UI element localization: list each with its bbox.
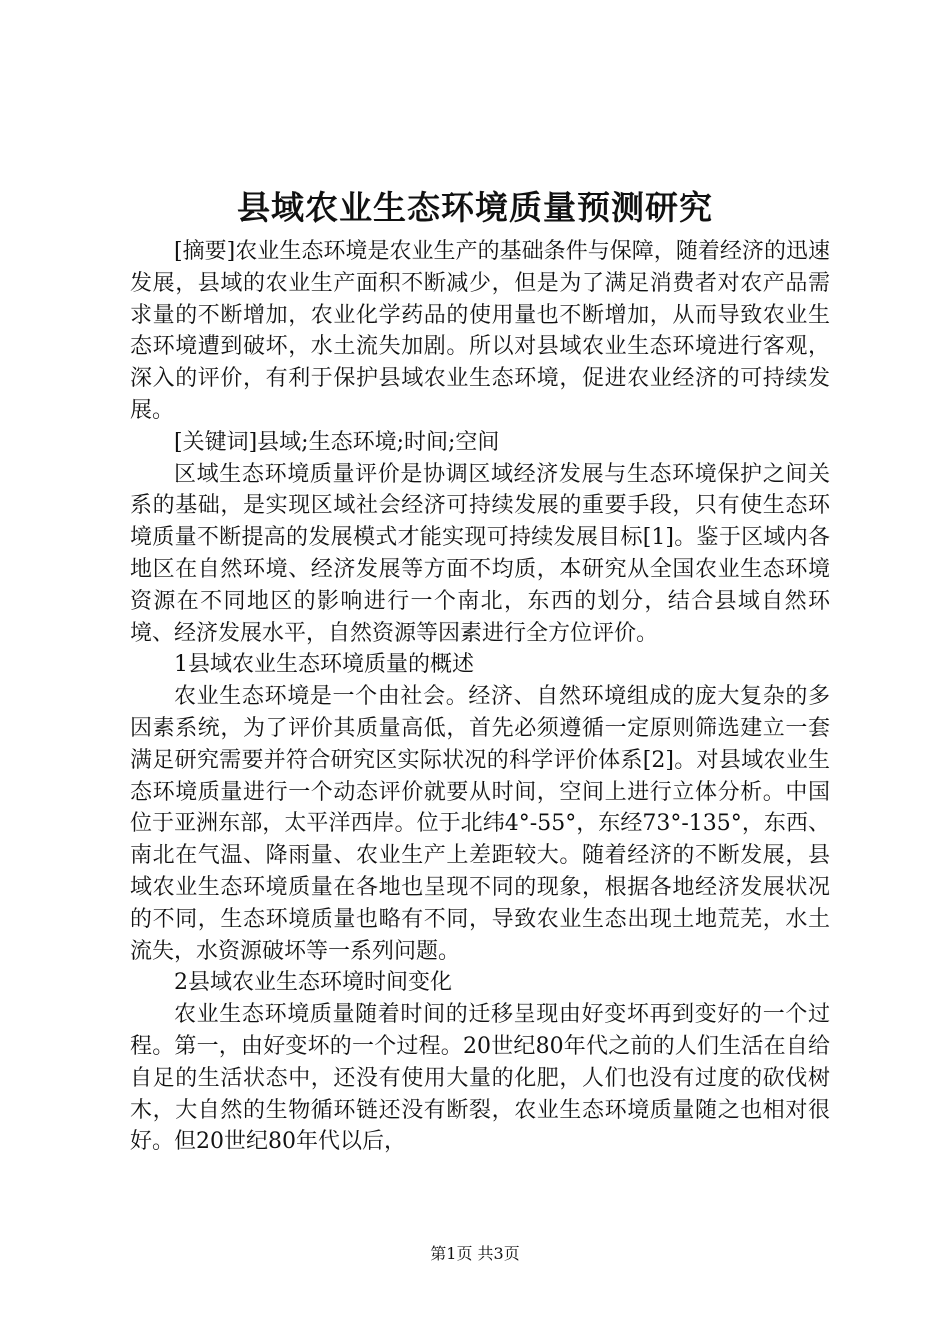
document-title: 县域农业生态环境质量预测研究: [237, 188, 713, 227]
section-2-paragraph: 农业生态环境质量随着时间的迁移呈现由好变坏再到变好的一个过程。第一，由好变坏的一个过程。20世纪80年代之前的人们生活在自给自足的生活状态中，还没有使用大量的化肥，人们也没有过度的砍伐树木，大自然的生物循环链还没有断裂，农业生态环境质量随之也相对很好。但20世纪80年代以后，: [130, 1002, 830, 1155]
section-1-heading: 1县域农业生态环境质量的概述: [174, 652, 474, 678]
page-footer: 第1页 共3页: [430, 1244, 520, 1263]
section-1-paragraph: 农业生态环境是一个由社会。经济、自然环境组成的庞大复杂的多因素系统，为了评价其质量高低，首先必须遵循一定原则筛选建立一套满足研究需要并符合研究区实际状况的科学评价体系[2]。对县域农业生态环境质量进行一个动态评价就要从时间，空间上进行立体分析。中国位于亚洲东部，太平洋西岸。位于北纬4°-55°，东经73°-135°，东西、南北在气温、降雨量、农业生产上差距较大。随着经济的不断发展，县域农业生态环境质量在各地也呈现不同的现象，根据各地经济发展状况的不同，生态环境质量也略有不同，导致农业生态出现土地荒芜，水土流失，水资源破坏等一系列问题。: [130, 684, 830, 964]
abstract-paragraph: [摘要]农业生态环境是农业生产的基础条件与保障，随着经济的迅速发展，县域的农业生产面积不断减少，但是为了满足消费者对农产品需求量的不断增加，农业化学药品的使用量也不断增加，从而导致农业生态环境遭到破坏，水土流失加剧。所以对县域农业生态环境进行客观，深入的评价，有利于保护县域农业生态环境，促进农业经济的可持续发展。: [130, 239, 830, 423]
keywords-paragraph: [关键词]县域;生态环境;时间;空间: [174, 429, 500, 455]
intro-paragraph: 区域生态环境质量评价是协调区域经济发展与生态环境保护之间关系的基础，是实现区域社会经济可持续发展的重要手段，只有使生态环境质量不断提高的发展模式才能实现可持续发展目标[1]。鉴于区域内各地区在自然环境、经济发展等方面不均质，本研究从全国农业生态环境资源在不同地区的影响进行一个南北，东西的划分，结合县域自然环境、经济发展水平，自然资源等因素进行全方位评价。: [130, 461, 830, 646]
document-body: [130, 236, 830, 1158]
section-2-heading: 2县域农业生态环境时间变化: [174, 970, 452, 996]
